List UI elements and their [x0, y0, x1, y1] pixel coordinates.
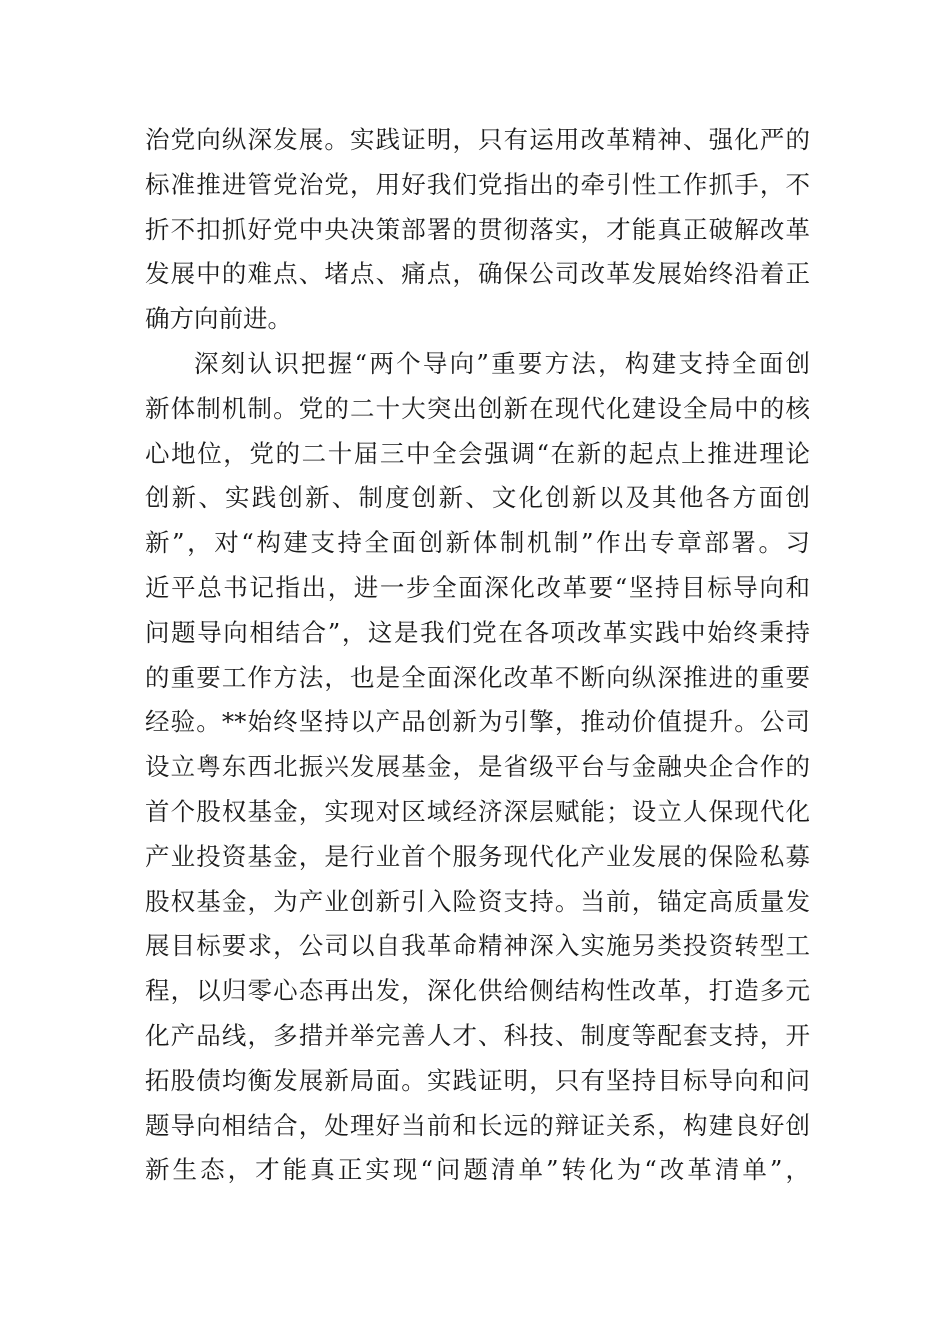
text-line: 经验。**始终坚持以产品创新为引擎，推动价值提升。公司: [145, 707, 810, 737]
text-line: 股权基金，为产业创新引入险资支持。当前，锚定高质量发: [145, 886, 810, 916]
text-line: 标准推进管党治党，用好我们党指出的牵引性工作抓手，不: [145, 169, 810, 199]
text-line: 化产品线，多措并举完善人才、科技、制度等配套支持，开: [145, 1020, 810, 1050]
text-line: 治党向纵深发展。实践证明，只有运用改革精神、强化严的: [145, 125, 810, 154]
text-line: 新生态，才能真正实现“问题清单”转化为“改革清单”，: [145, 1155, 810, 1185]
text-line: 折不扣抓好党中央决策部署的贯彻落实，才能真正破解改革: [145, 214, 810, 244]
text-line: 创新、实践创新、制度创新、文化创新以及其他各方面创: [145, 483, 810, 513]
text-line: 的重要工作方法，也是全面深化改革不断向纵深推进的重要: [145, 662, 810, 692]
text-line: 新体制机制。党的二十大突出创新在现代化建设全局中的核: [145, 393, 810, 423]
text-line: 展目标要求，公司以自我革命精神深入实施另类投资转型工: [145, 931, 810, 961]
text-line: 题导向相结合，处理好当前和长远的辩证关系，构建良好创: [145, 1110, 810, 1140]
text-line: 设立粤东西北振兴发展基金，是省级平台与金融央企合作的: [145, 752, 810, 782]
text-line: 新”，对“构建支持全面创新体制机制”作出专章部署。习: [145, 528, 810, 558]
text-line: 产业投资基金，是行业首个服务现代化产业发展的保险私募: [145, 841, 810, 871]
text-line: 拓股债均衡发展新局面。实践证明，只有坚持目标导向和问: [145, 1065, 810, 1095]
paragraph-2: [145, 342, 810, 1193]
text-line: 发展中的难点、堵点、痛点，确保公司改革发展始终沿着正: [145, 259, 810, 289]
text-line: 近平总书记指出，进一步全面深化改革要“坚持目标导向和: [145, 572, 810, 602]
text-line: 程，以归零心态再出发，深化供给侧结构性改革，打造多元: [145, 976, 810, 1006]
text-line: 首个股权基金，实现对区域经济深层赋能；设立人保现代化: [145, 796, 810, 826]
text-line: 深刻认识把握“两个导向”重要方法，构建支持全面创: [194, 348, 810, 378]
text-line: 确方向前进。: [145, 304, 292, 334]
paragraph-1: [145, 118, 810, 342]
text-line: 心地位，党的二十届三中全会强调“在新的起点上推进理论: [145, 438, 810, 468]
text-line: 问题导向相结合”，这是我们党在各项改革实践中始终秉持: [145, 617, 810, 647]
document-body: [145, 118, 810, 1193]
